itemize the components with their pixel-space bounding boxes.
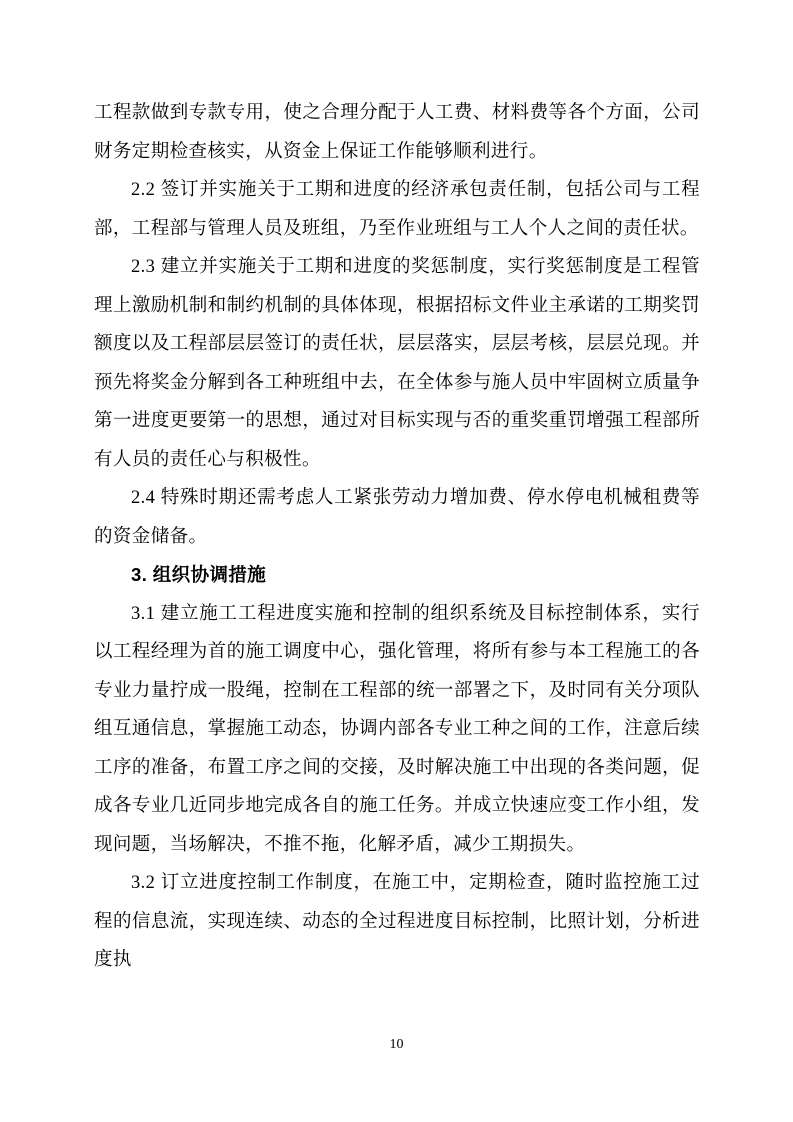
page-body — [94, 94, 700, 980]
paragraph-2-4: 2.4 特殊时期还需考虑人工紧张劳动力增加费、停水停电机械租费等的资金储备。 — [94, 488, 700, 547]
paragraph-3-2: 3.2 订立进度控制工作制度，在施工中，定期检查，随时监控施工过程的信息流，实现连续、动态的全过程进度目标控制，比照计划，分析进度执 — [94, 873, 700, 970]
section-heading-3: 3. 组织协调措施 — [131, 564, 267, 585]
paragraph-2-2: 2.2 签订并实施关于工期和进度的经济承包责任制，包括公司与工程部，工程部与管理人员及班组，乃至作业班组与工人个人之间的责任状。 — [94, 180, 700, 239]
paragraph-2-3: 2.3 建立并实施关于工期和进度的奖惩制度，实行奖惩制度是工程管理上激励机制和制约机制的具体体现，根据招标文件业主承诺的工期奖罚额度以及工程部层层签订的责任状，层层落实，层层考核，层层兑现。并预先将奖金分解到各工种班组中去，在全体参与施人员中牢固树立质量争第一进度更要第一的思想，通过对目标实现与否的重奖重罚增强工程部所有人员的责任心与积极性。 — [94, 257, 700, 470]
paragraph-3-1: 3.1 建立施工工程进度实施和控制的组织系统及目标控制体系，实行以工程经理为首的施工调度中心，强化管理，将所有参与本工程施工的各专业力量拧成一股绳，控制在工程部的统一部署之下，及时同有关分项队组互通信息，掌握施工动态，协调内部各专业工种之间的工作，注意后续工序的准备，布置工序之间的交接，及时解决施工中出现的各类问题，促成各专业几近同步地完成各自的施工任务。并成立快速应变工作小组，发现问题，当场解决，不推不拖，化解矛盾，减少工期损失。 — [94, 603, 700, 855]
paragraph-funds-continuation: 工程款做到专款专用，使之合理分配于人工费、材料费等各个方面，公司财务定期检查核实，从资金上保证工作能够顺利进行。 — [94, 103, 700, 162]
page-number: 10 — [389, 1037, 404, 1052]
